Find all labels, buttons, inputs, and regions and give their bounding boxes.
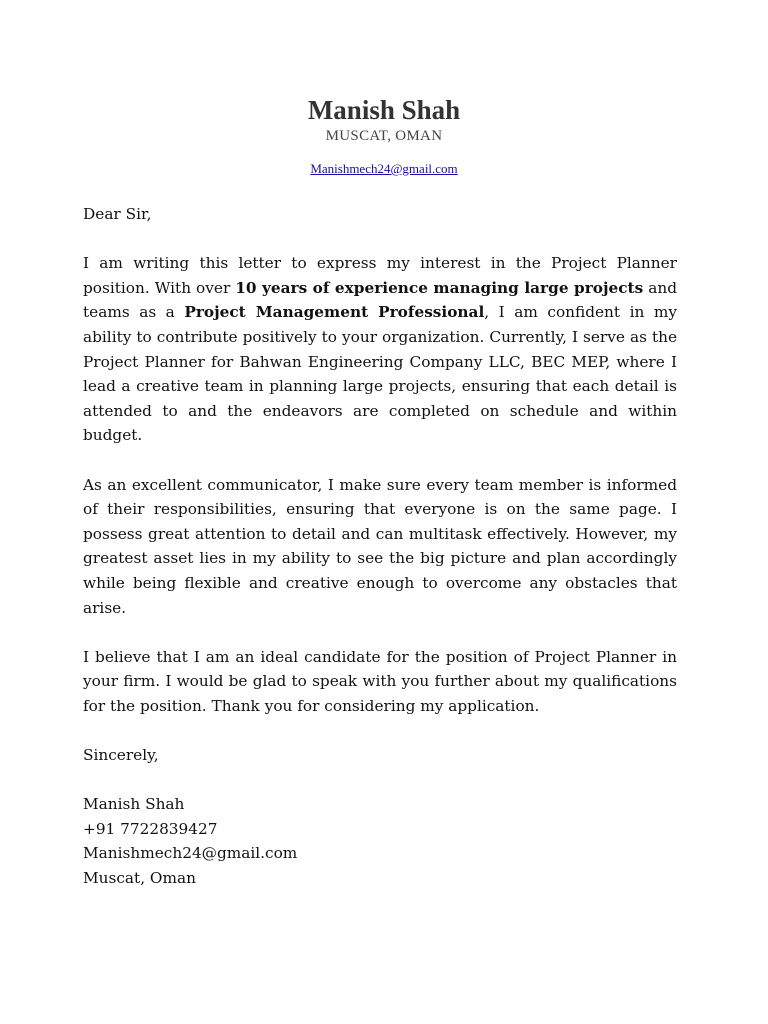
intro-text-2: and teams as a [83,278,677,322]
signature-phone: +91 7722839427 [83,819,218,838]
sender-location: MUSCAT, OMAN [325,128,443,144]
sender-email-link[interactable]: Manishmech24@gmail.com [310,161,458,176]
intro-text-1: I am writing this letter to express my interest in the Project Planner position. With over [83,254,677,297]
paragraph-conclusion: I believe that I am an ideal candidate for the position of Project Planner in your firm. I would be glad to speak with you further about my qualifications for the position. Thank you for considering my application. [83,647,677,715]
paragraph-communication: As an excellent communicator, I make sure every team member is informed of their responsibilities, ensuring that everyone is on the same page. I possess great attention to detail and can multitask effectively. However, my greatest asset lies in my ability to see the big picture and plan accordingly while being flexible and creative enough to overcome any obstacles that arise. [83,475,677,617]
intro-bold-experience: 10 years of experience managing large projects [235,278,644,297]
signature-email: Manishmech24@gmail.com [83,844,298,863]
letter-header [0,94,768,178]
signature-name: Manish Shah [83,795,185,814]
sender-name: Manish Shah [307,95,461,125]
letter-body [83,202,677,891]
closing: Sincerely, [83,746,159,765]
salutation: Dear Sir, [83,205,152,223]
signature-block [83,792,677,890]
signature-city: Muscat, Oman [83,869,196,888]
paragraph-intro [83,251,677,448]
intro-text-3: , I am confident in my ability to contribute positively to your organization. Currently, I serve as the Project Planner for Bahwan Engineering Company LLC, BEC MEP, where I lead a creative team in planning large projects, ensuring that each detail is attended to and the endeavors are completed on schedule and within budget. [83,303,677,445]
intro-bold-credential: Project Management Professional [184,303,485,322]
